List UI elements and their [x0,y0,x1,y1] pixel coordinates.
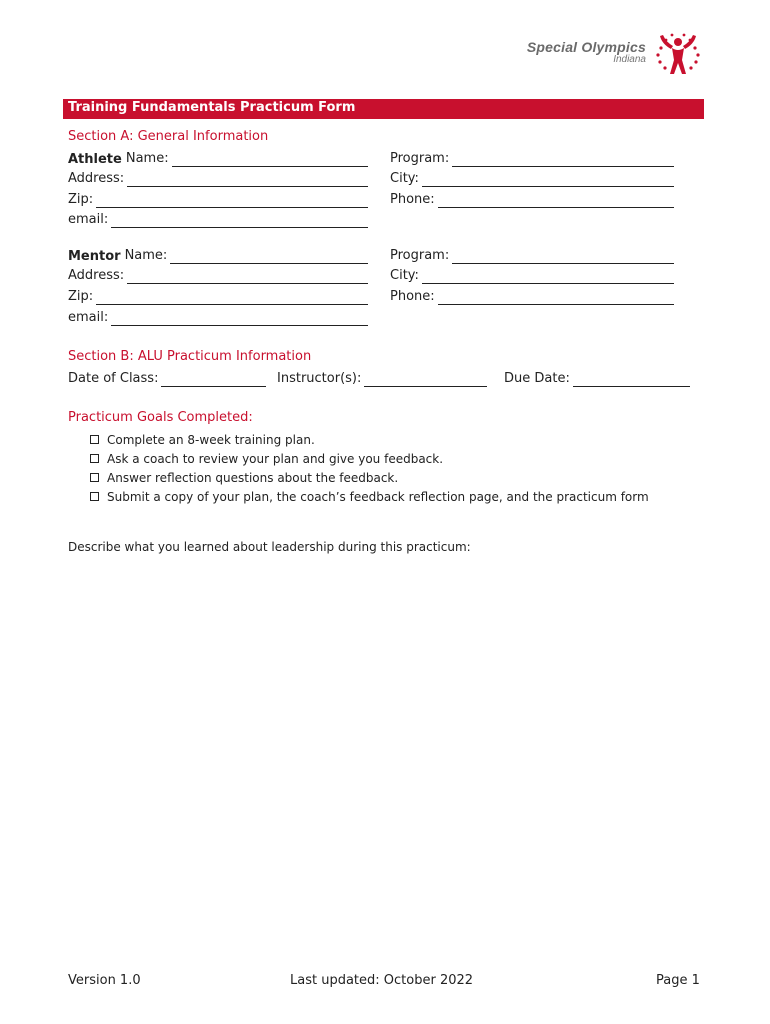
athlete-address-label: Address: [68,171,125,186]
mentor-phone-row [390,287,674,305]
mentor-role-label: Mentor [68,249,121,264]
mentor-address-label: Address: [68,268,125,283]
instructor-row [277,369,487,387]
goal-checkbox[interactable] [90,473,99,482]
goal-item [90,449,649,468]
athlete-zip-field[interactable] [96,193,368,208]
special-olympics-logo [512,30,704,80]
class-date-row [68,369,266,387]
athlete-address-field[interactable] [127,172,368,187]
mentor-email-field[interactable] [111,311,368,326]
athlete-name-label: Name: [125,151,169,166]
logo-sub-text: Indiana [613,54,646,65]
athlete-name-field[interactable] [172,152,368,167]
goals-heading: Practicum Goals Completed: [68,410,253,425]
athlete-program-field[interactable] [452,152,674,167]
leadership-prompt: Describe what you learned about leadership during this practicum: [68,540,471,554]
athlete-phone-row [390,190,674,208]
class-date-field[interactable] [161,372,266,387]
mentor-city-field[interactable] [422,269,674,284]
mentor-address-field[interactable] [127,269,368,284]
form-title: Training Fundamentals Practicum Form [68,100,356,115]
mentor-program-field[interactable] [452,249,674,264]
section-b-heading: Section B: ALU Practicum Information [68,349,312,364]
athlete-address-row [68,169,368,187]
instructor-field[interactable] [364,372,487,387]
goal-text: Submit a copy of your plan, the coach’s feedback reflection page, and the practicum form [107,489,649,504]
footer-version: Version 1.0 [68,973,141,988]
athlete-name-row [68,149,368,167]
goal-text: Ask a coach to review your plan and give you feedback. [107,451,444,466]
mentor-city-row [390,266,674,284]
athlete-city-row [390,169,674,187]
goals-checklist [90,430,649,506]
athlete-zip-row [68,190,368,208]
goal-text: Complete an 8-week training plan. [107,432,315,447]
logo-text [512,39,646,65]
athlete-email-row [68,210,368,228]
athlete-role-label: Athlete [68,152,122,167]
mentor-zip-field[interactable] [96,290,368,305]
mentor-program-row [390,246,674,264]
mentor-name-field[interactable] [170,249,368,264]
goal-item [90,487,649,506]
special-olympics-emblem-icon [652,30,704,80]
mentor-email-label: email: [68,310,109,325]
logo-main-text: Special Olympics [526,39,646,55]
footer-updated: Last updated: October 2022 [290,973,474,988]
mentor-name-label: Name: [124,248,168,263]
goal-checkbox[interactable] [90,454,99,463]
due-date-row [504,369,690,387]
athlete-phone-field[interactable] [438,193,674,208]
due-date-field[interactable] [573,372,690,387]
mentor-city-label: City: [390,268,419,283]
class-date-label: Date of Class: [68,371,159,386]
athlete-zip-label: Zip: [68,192,94,207]
goal-item [90,468,649,487]
instructor-label: Instructor(s): [277,371,362,386]
athlete-city-field[interactable] [422,172,674,187]
footer-page-number: Page 1 [656,973,700,988]
mentor-zip-label: Zip: [68,289,94,304]
athlete-email-field[interactable] [111,213,368,228]
mentor-phone-label: Phone: [390,289,435,304]
athlete-program-row [390,149,674,167]
goal-item [90,430,649,449]
athlete-email-label: email: [68,212,109,227]
athlete-program-label: Program: [390,151,450,166]
goal-checkbox[interactable] [90,492,99,501]
mentor-zip-row [68,287,368,305]
section-a-heading: Section A: General Information [68,129,269,144]
goal-text: Answer reflection questions about the feedback. [107,470,399,485]
mentor-email-row [68,308,368,326]
mentor-name-row [68,246,368,264]
mentor-phone-field[interactable] [438,290,674,305]
mentor-address-row [68,266,368,284]
athlete-phone-label: Phone: [390,192,435,207]
goal-checkbox[interactable] [90,435,99,444]
athlete-city-label: City: [390,171,419,186]
mentor-program-label: Program: [390,248,450,263]
form-title-bar [63,99,704,119]
due-date-label: Due Date: [504,371,570,386]
